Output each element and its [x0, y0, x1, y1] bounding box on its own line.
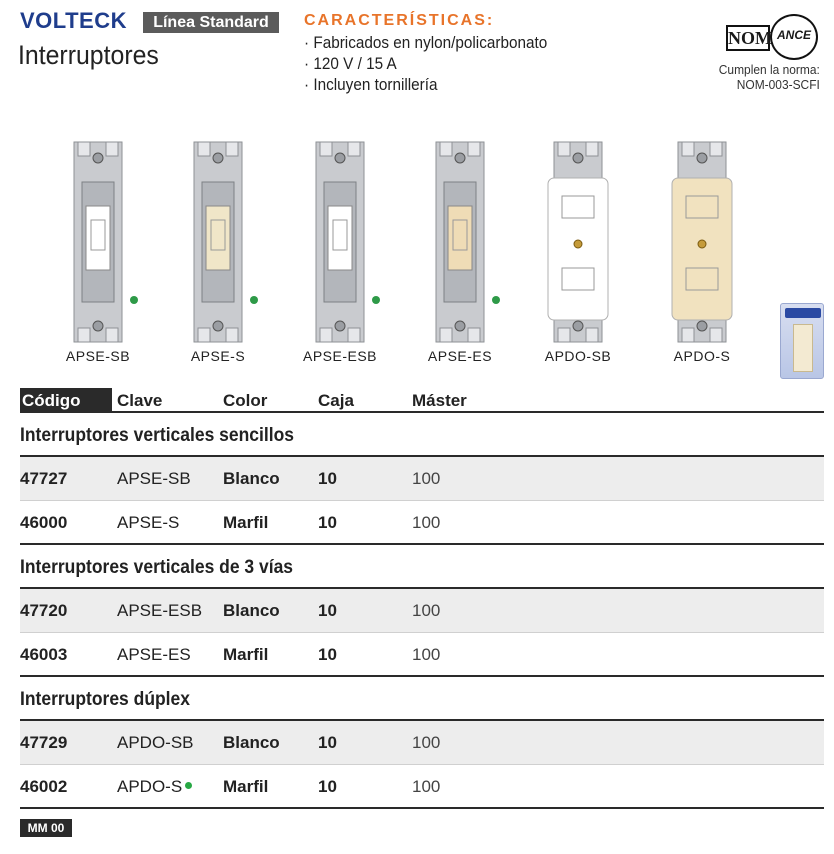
cell-text: 47729	[20, 733, 68, 752]
page-title: Interruptores	[18, 40, 159, 70]
cell-text: 10	[318, 513, 337, 532]
cell-text: 46002	[20, 777, 68, 796]
section-title	[20, 413, 824, 457]
cell-box	[318, 501, 337, 545]
cell-text: APDO-SB	[117, 733, 194, 752]
cell-key	[117, 765, 192, 809]
cell-text: 10	[318, 601, 337, 620]
cell-text: 100	[412, 469, 441, 488]
cell-text: APSE-S	[117, 513, 180, 532]
cell-text: APDO-S	[117, 777, 183, 796]
product-gallery	[0, 140, 834, 370]
switch-illustration	[518, 140, 638, 345]
switch-illustration	[642, 140, 762, 345]
product-apse-es	[400, 140, 520, 370]
table-row	[20, 721, 824, 765]
product-label: APSE-SB	[65, 348, 131, 364]
product-label: APSE-S	[190, 348, 246, 364]
features-list	[304, 32, 574, 95]
feature-item: · 120 V / 15 A	[304, 53, 547, 74]
cell-text: 46003	[20, 645, 68, 664]
cell-box	[318, 457, 337, 501]
cell-text: 47720	[20, 601, 68, 620]
feature-item: · Incluyen tornillería	[304, 74, 547, 95]
switch-illustration	[280, 140, 400, 345]
product-label: APDO-SB	[544, 348, 612, 364]
switch-illustration	[38, 140, 158, 345]
table-row	[20, 765, 824, 809]
cell-color	[223, 633, 268, 677]
cell-text: Marfil	[223, 645, 269, 664]
product-apse-sb	[38, 140, 158, 370]
cell-box	[318, 589, 337, 633]
norm-compliance	[719, 62, 820, 92]
product-label: APDO-S	[673, 348, 731, 364]
cell-color	[223, 765, 268, 809]
table-row	[20, 589, 824, 633]
header-key: Clave	[117, 391, 163, 410]
cell-color	[223, 589, 280, 633]
cell-text: APSE-SB	[117, 469, 191, 488]
packaging-switch	[793, 324, 813, 372]
header-code: Código	[20, 388, 112, 413]
cell-master	[412, 501, 440, 545]
packaging-image	[780, 303, 824, 379]
cell-code	[20, 589, 67, 633]
cell-color	[223, 721, 280, 765]
cell-text: 100	[412, 513, 441, 532]
cell-box	[318, 721, 337, 765]
product-table	[20, 388, 824, 809]
cell-text: 10	[318, 645, 337, 664]
section-title-text: Interruptores verticales de 3 vías	[20, 557, 294, 578]
cell-master	[412, 721, 440, 765]
cell-master	[412, 589, 440, 633]
cell-master	[412, 457, 440, 501]
nom-logo: NOM	[726, 25, 770, 51]
packaging-brand-strip	[785, 308, 821, 318]
brand-logo: VOLTECK	[20, 8, 127, 33]
cell-key	[117, 721, 194, 765]
cell-box	[318, 633, 337, 677]
norm-line-1: Cumplen la norma:	[718, 62, 820, 77]
cell-text: 46000	[20, 513, 68, 532]
cell-text: 100	[412, 733, 441, 752]
table-header	[20, 388, 824, 413]
section-title-text: Interruptores dúplex	[20, 689, 190, 710]
cell-text: Blanco	[223, 469, 280, 488]
cell-text: Marfil	[223, 777, 269, 796]
cell-code	[20, 721, 67, 765]
footer-badge: MM 00	[20, 819, 72, 837]
cell-key	[117, 501, 179, 545]
product-apdo-s	[642, 140, 762, 370]
cell-text: Blanco	[223, 733, 280, 752]
header-master: Máster	[412, 391, 467, 410]
cell-text: Marfil	[223, 513, 269, 532]
table-body	[20, 413, 824, 809]
cell-text: APSE-ESB	[117, 601, 203, 620]
cell-code	[20, 457, 67, 501]
product-apse-esb	[280, 140, 400, 370]
table-row	[20, 457, 824, 501]
cell-text: 100	[412, 645, 441, 664]
features-title: CARACTERÍSTICAS:	[304, 12, 495, 29]
cell-text: 47727	[20, 469, 68, 488]
product-line-badge: Línea Standard	[143, 12, 279, 33]
cell-key	[117, 457, 191, 501]
section-title	[20, 677, 824, 721]
header-box: Caja	[318, 391, 354, 410]
cell-code	[20, 633, 67, 677]
cell-text: 100	[412, 777, 441, 796]
cell-text: 10	[318, 777, 337, 796]
feature-item: · Fabricados en nylon/policarbonato	[304, 32, 547, 53]
cell-text: 100	[412, 601, 441, 620]
section-title-text: Interruptores verticales sencillos	[20, 425, 294, 446]
switch-illustration	[158, 140, 278, 345]
product-label: APSE-ESB	[302, 348, 378, 364]
cell-box	[318, 765, 337, 809]
switch-illustration	[400, 140, 520, 345]
table-row	[20, 501, 824, 545]
cell-master	[412, 765, 440, 809]
certification-logos	[722, 12, 822, 60]
cell-text: Blanco	[223, 601, 280, 620]
table-row	[20, 633, 824, 677]
section-title	[20, 545, 824, 589]
cell-color	[223, 457, 280, 501]
norm-line-2: NOM-003-SCFI	[736, 77, 820, 92]
cell-code	[20, 765, 67, 809]
cell-code	[20, 501, 67, 545]
ance-logo-text: ANCE	[776, 28, 811, 42]
cell-color	[223, 501, 268, 545]
new-item-dot-icon	[185, 782, 192, 789]
product-apdo-sb	[518, 140, 638, 370]
cell-master	[412, 633, 440, 677]
product-label: APSE-ES	[427, 348, 493, 364]
cell-key	[117, 589, 202, 633]
product-apse-s	[158, 140, 278, 370]
cell-text: 10	[318, 733, 337, 752]
cell-key	[117, 633, 191, 677]
cell-text: APSE-ES	[117, 645, 191, 664]
header-color: Color	[223, 391, 268, 410]
cell-text: 10	[318, 469, 337, 488]
